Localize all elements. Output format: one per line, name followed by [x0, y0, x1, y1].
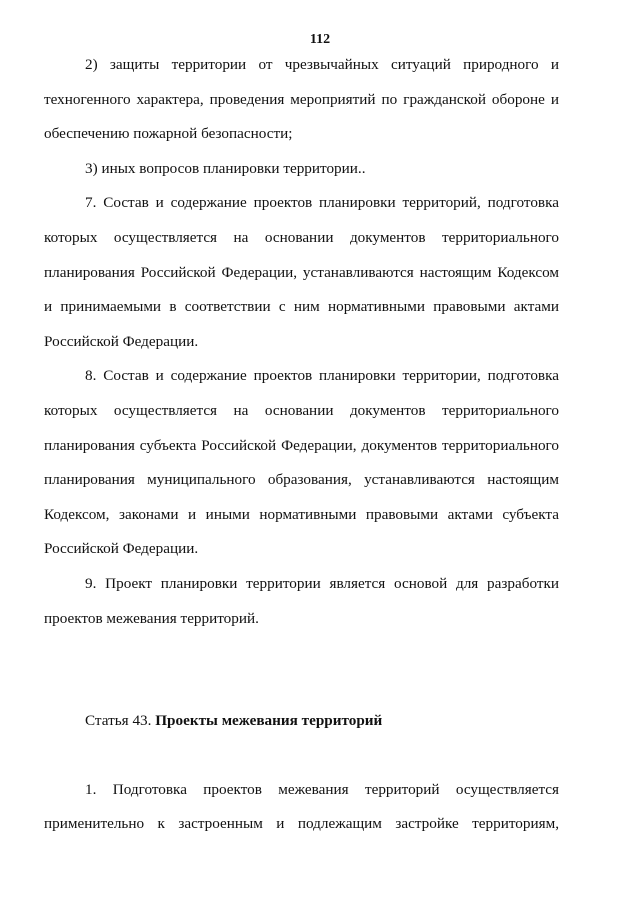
article-heading: [44, 704, 559, 739]
article-title: Проекты межевания территорий: [155, 712, 383, 730]
paragraph-clause-8: 8. Состав и содержание проектов планировки территории, подготовка которых осуществляется на основании документов территориального планирования субъекта Российской Федерации, документов территориального планирования муниципального образования, устанавливаются настоящим Кодексом, законами и иными нормативными правовыми актами субъекта Российской Федерации.: [44, 367, 559, 558]
document-body: [44, 48, 559, 842]
page-number: 112: [309, 32, 331, 47]
article-number: Статья 43.: [85, 712, 152, 730]
paragraph-item-3: 3) иных вопросов планировки территории..: [85, 159, 366, 177]
section-spacer: [44, 636, 559, 670]
paragraph-item-2: 2) защиты территории от чрезвычайных ситуаций природного и техногенного характера, проведения мероприятий по гражданской обороне и обеспечению пожарной безопасности;: [44, 56, 559, 143]
paragraph-clause-9: 9. Проект планировки территории является основой для разработки проектов межевания территорий.: [44, 574, 559, 627]
paragraph-article-43-clause-1: 1. Подготовка проектов межевания территорий осуществляется применительно к застроенным и подлежащим застройке территориям,: [44, 780, 559, 833]
paragraph-clause-7: 7. Состав и содержание проектов планировки территорий, подготовка которых осуществляется на основании документов территориального планирования Российской Федерации, устанавливаются настоящим Кодексом и принимаемыми в соответствии с ним нормативными правовыми актами Российской Федерации.: [44, 194, 559, 350]
